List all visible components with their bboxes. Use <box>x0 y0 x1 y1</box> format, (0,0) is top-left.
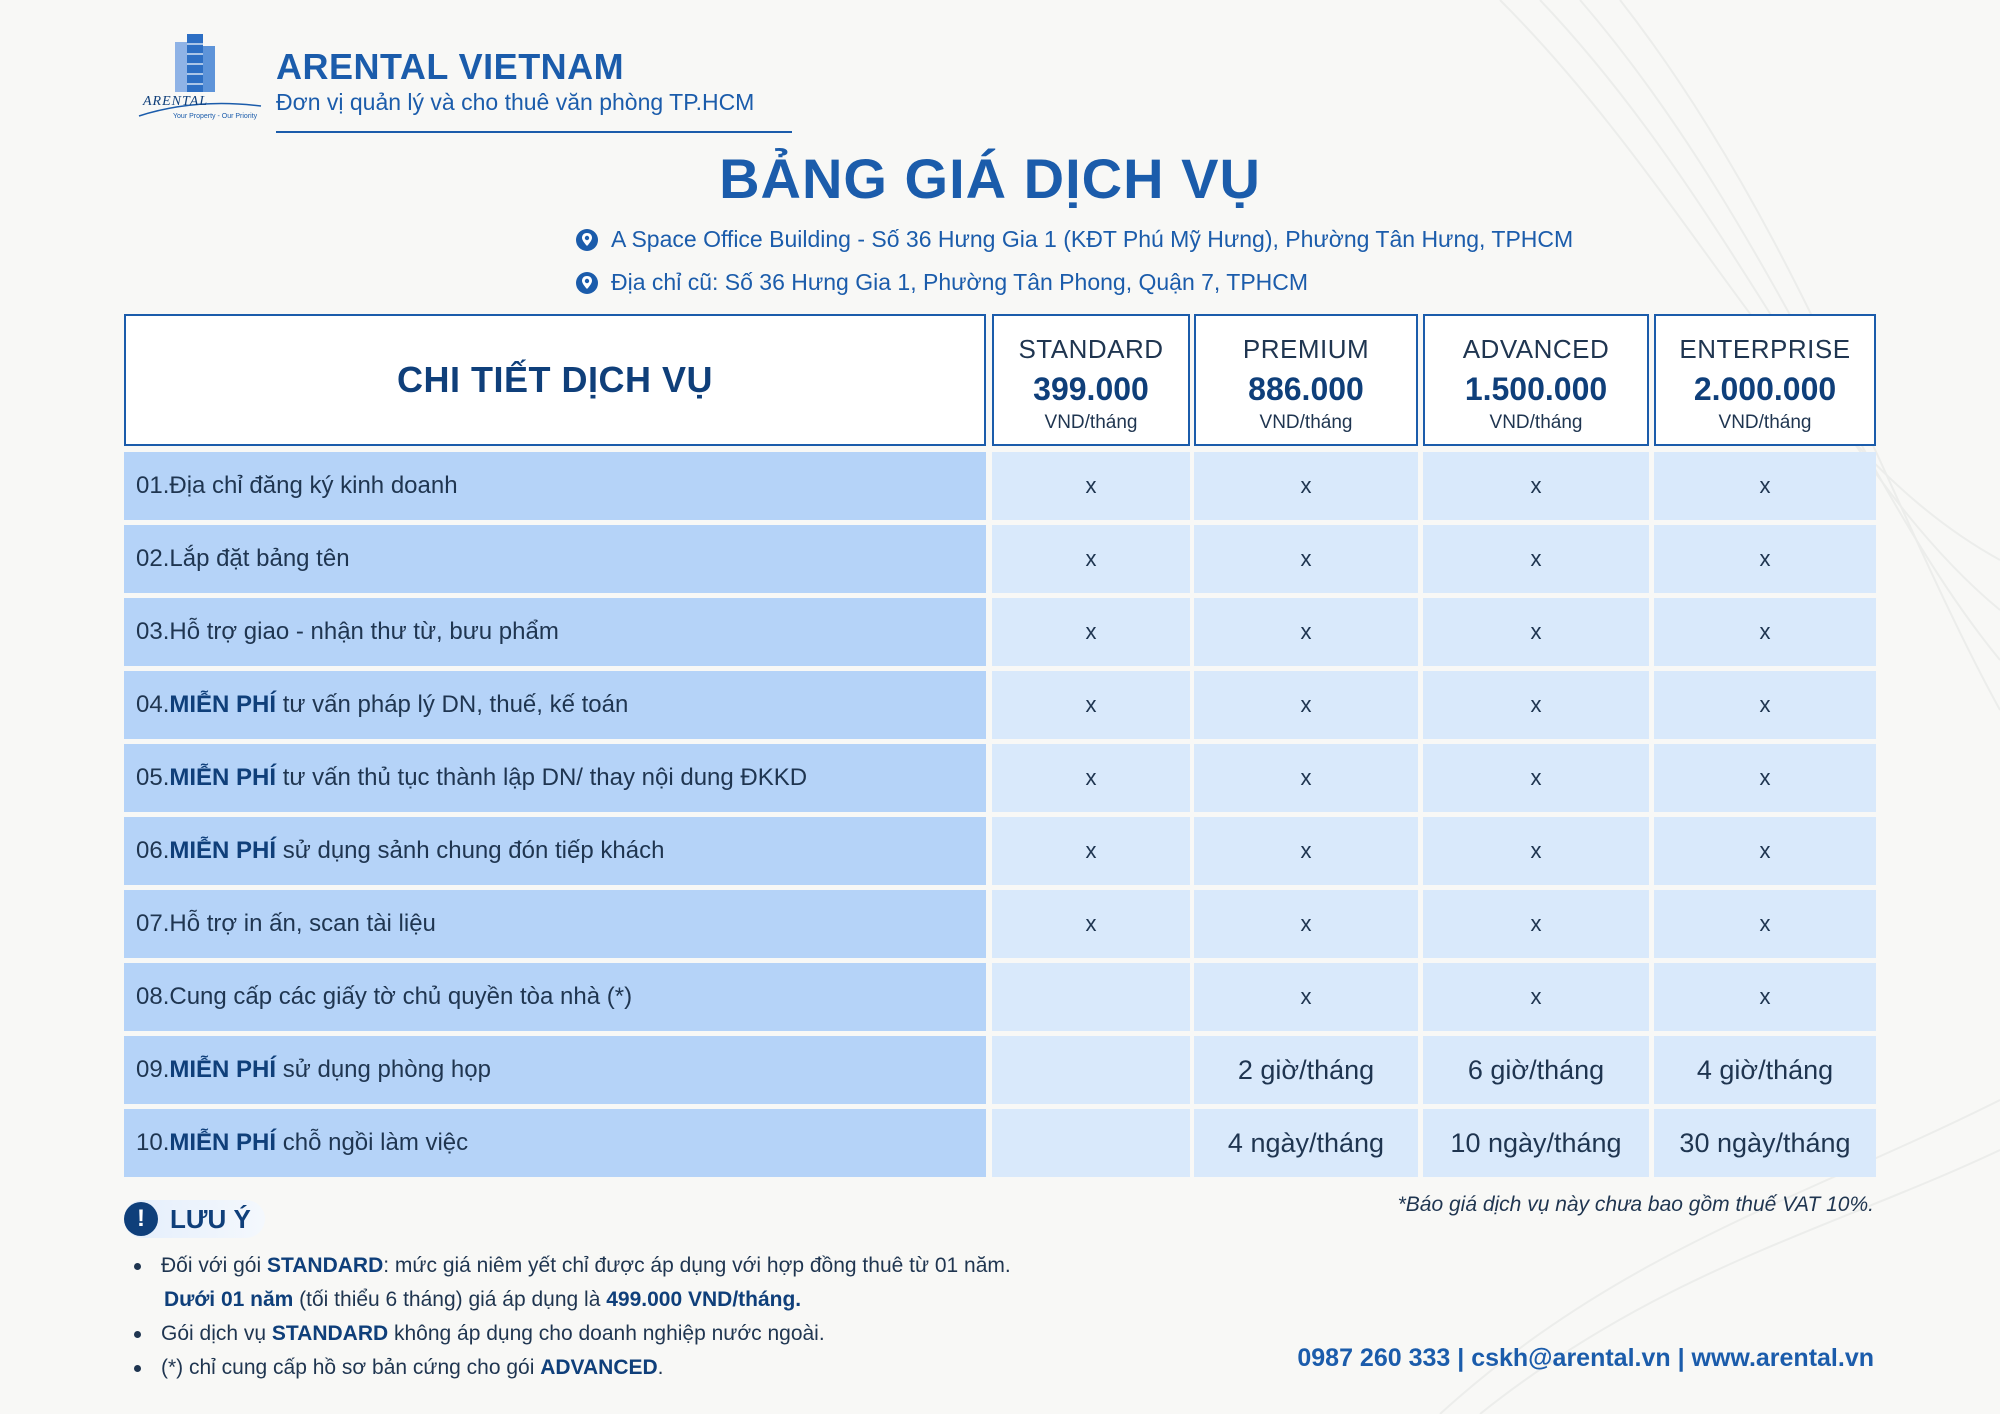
plan-value-cell <box>1654 525 1876 593</box>
service-label: 08. Cung cấp các giấy tờ chủ quyền tòa nhà (*) <box>124 963 986 1031</box>
included-mark: x <box>1085 473 1097 498</box>
plan-value-cell <box>1194 817 1418 885</box>
vat-note: *Báo giá dịch vụ này chưa bao gồm thuế VAT 10%. <box>1397 1193 1874 1216</box>
included-mark: x <box>1530 473 1542 498</box>
plan-value: 4 giờ/tháng <box>1696 1054 1834 1085</box>
included-mark: x <box>1530 911 1542 936</box>
plan-value-cell <box>1423 598 1649 666</box>
plan-value-cell <box>1423 1036 1649 1104</box>
included-mark: x <box>1300 473 1312 498</box>
table-row <box>124 1036 1876 1104</box>
included-mark: x <box>1085 692 1097 717</box>
service-label: 06. MIỄN PHÍ sử dụng sảnh chung đón tiếp khách <box>124 817 986 885</box>
service-label: 09. MIỄN PHÍ sử dụng phòng họp <box>124 1036 986 1104</box>
plan-value-cell <box>1654 598 1876 666</box>
brand-divider <box>276 131 792 133</box>
pricing-table <box>124 314 1876 1180</box>
address-old <box>575 269 1308 296</box>
plan-value-cell <box>1423 525 1649 593</box>
plan-standard <box>992 314 1190 446</box>
plan-price: 1.500.000 <box>1464 371 1608 407</box>
table-row <box>124 1109 1876 1177</box>
included-mark: x <box>1530 546 1542 571</box>
plan-unit: VND/tháng <box>1489 412 1583 433</box>
plan-value-cell <box>1423 452 1649 520</box>
location-pin-icon <box>575 271 599 295</box>
included-mark: x <box>1759 838 1771 863</box>
included-mark: x <box>1530 619 1542 644</box>
plan-value-cell <box>1194 671 1418 739</box>
included-mark: x <box>1759 473 1771 498</box>
plan-value-cell <box>1654 817 1876 885</box>
plan-value-cell <box>992 817 1190 885</box>
plan-value-cell <box>1423 890 1649 958</box>
plan-value: 2 giờ/tháng <box>1237 1054 1375 1085</box>
plan-premium <box>1194 314 1418 446</box>
included-mark: x <box>1759 692 1771 717</box>
included-mark: x <box>1085 765 1097 790</box>
table-row <box>124 598 1876 666</box>
plan-value-cell <box>992 744 1190 812</box>
plan-value-cell <box>992 452 1190 520</box>
plan-value-cell <box>1194 890 1418 958</box>
address-old-text: Địa chỉ cũ: Số 36 Hưng Gia 1, Phường Tân Phong, Quận 7, TPHCM <box>611 269 1309 295</box>
note-heading <box>124 1200 265 1238</box>
service-label: 10. MIỄN PHÍ chỗ ngồi làm việc <box>124 1109 986 1177</box>
plan-price: 886.000 <box>1248 371 1364 407</box>
note-title: LƯU Ý <box>170 1203 251 1234</box>
included-mark: x <box>1530 838 1542 863</box>
note-item: (*) chỉ cung cấp hồ sơ bản cứng cho gói ADVANCED. <box>134 1351 1011 1385</box>
included-mark: x <box>1530 984 1542 1009</box>
brand-name: ARENTAL VIETNAM <box>276 46 625 87</box>
plan-unit: VND/tháng <box>1259 412 1353 433</box>
included-mark: x <box>1085 619 1097 644</box>
table-row <box>124 525 1876 593</box>
plan-value-cell <box>1654 1036 1876 1104</box>
plan-value-cell <box>1194 1109 1418 1177</box>
included-mark: x <box>1300 911 1312 936</box>
included-mark: x <box>1085 911 1097 936</box>
plan-value: 4 ngày/tháng <box>1227 1127 1385 1158</box>
plan-value-cell <box>1194 963 1418 1031</box>
plan-price: 399.000 <box>1033 371 1149 407</box>
table-row <box>124 671 1876 739</box>
plan-value-cell <box>1194 598 1418 666</box>
service-label: 07. Hỗ trợ in ấn, scan tài liệu <box>124 890 986 958</box>
plan-value: 6 giờ/tháng <box>1467 1054 1605 1085</box>
table-row <box>124 963 1876 1031</box>
plan-value-cell <box>992 1036 1190 1104</box>
location-pin-icon <box>575 228 599 252</box>
included-mark: x <box>1759 765 1771 790</box>
plan-value-cell <box>1194 452 1418 520</box>
plan-value-cell <box>1654 671 1876 739</box>
plan-value-cell <box>992 963 1190 1031</box>
plan-name: ADVANCED <box>1462 334 1610 364</box>
plan-value-cell <box>1423 671 1649 739</box>
service-label: 04. MIỄN PHÍ tư vấn pháp lý DN, thuế, kế toán <box>124 671 986 739</box>
plan-value-cell <box>1194 744 1418 812</box>
included-mark: x <box>1085 838 1097 863</box>
plan-value-cell <box>1194 1036 1418 1104</box>
included-mark: x <box>1300 765 1312 790</box>
plan-value-cell <box>1654 1109 1876 1177</box>
plan-price: 2.000.000 <box>1693 371 1837 407</box>
plan-unit: VND/tháng <box>1718 412 1812 433</box>
plan-value-cell <box>1194 525 1418 593</box>
plan-value-cell <box>1654 890 1876 958</box>
plan-unit: VND/tháng <box>1044 412 1138 433</box>
plan-value-cell <box>1423 963 1649 1031</box>
address-current-text: A Space Office Building - Số 36 Hưng Gia 1 (KĐT Phú Mỹ Hưng), Phường Tân Hưng, TPHCM <box>611 226 1574 252</box>
plan-value-cell <box>1654 452 1876 520</box>
plan-name: STANDARD <box>1018 334 1164 364</box>
note-item: Gói dịch vụ STANDARD không áp dụng cho doanh nghiệp nước ngoài. <box>134 1317 1011 1351</box>
included-mark: x <box>1530 692 1542 717</box>
table-row <box>124 452 1876 520</box>
included-mark: x <box>1300 619 1312 644</box>
address-current <box>575 226 1573 253</box>
contact-info: 0987 260 333 | cskh@arental.vn | www.arental.vn <box>1297 1344 1874 1372</box>
plan-advanced <box>1423 314 1649 446</box>
service-label: 05. MIỄN PHÍ tư vấn thủ tục thành lập DN/ thay nội dung ĐKKD <box>124 744 986 812</box>
plan-value-cell <box>992 1109 1190 1177</box>
included-mark: x <box>1300 838 1312 863</box>
included-mark: x <box>1300 984 1312 1009</box>
service-label: 01. Địa chỉ đăng ký kinh doanh <box>124 452 986 520</box>
plan-value-cell <box>1654 744 1876 812</box>
plan-value-cell <box>992 598 1190 666</box>
plan-value-cell <box>992 890 1190 958</box>
note-item: Đối với gói STANDARD: mức giá niêm yết chỉ được áp dụng với hợp đồng thuê từ 01 năm. <box>134 1249 1011 1283</box>
plan-value-cell <box>1423 817 1649 885</box>
included-mark: x <box>1300 546 1312 571</box>
svg-text:Your Property - Our Priority: Your Property - Our Priority <box>173 113 258 120</box>
service-detail-header: CHI TIẾT DỊCH VỤ <box>124 314 986 446</box>
included-mark: x <box>1085 546 1097 571</box>
plan-name: ENTERPRISE <box>1679 334 1851 364</box>
included-mark: x <box>1759 546 1771 571</box>
table-row <box>124 744 1876 812</box>
plan-value-cell <box>1423 744 1649 812</box>
plan-enterprise <box>1654 314 1876 446</box>
included-mark: x <box>1759 619 1771 644</box>
plan-value-cell <box>1423 1109 1649 1177</box>
page-title: BẢNG GIÁ DỊCH VỤ <box>719 147 1261 210</box>
plan-value-cell <box>1654 963 1876 1031</box>
table-row <box>124 890 1876 958</box>
included-mark: x <box>1759 984 1771 1009</box>
table-row <box>124 817 1876 885</box>
svg-text:ARENTAL: ARENTAL <box>143 94 209 109</box>
brand-subtitle: Đơn vị quản lý và cho thuê văn phòng TP.HCM <box>276 89 755 115</box>
included-mark: x <box>1300 692 1312 717</box>
plan-value-cell <box>992 671 1190 739</box>
service-label: 02. Lắp đặt bảng tên <box>124 525 986 593</box>
note-list <box>134 1249 1011 1385</box>
service-label: 03. Hỗ trợ giao - nhận thư từ, bưu phẩm <box>124 598 986 666</box>
included-mark: x <box>1530 765 1542 790</box>
plan-value-cell <box>992 525 1190 593</box>
plan-value: 10 ngày/tháng <box>1450 1127 1622 1158</box>
note-item-continuation: Dưới 01 năm (tối thiểu 6 tháng) giá áp dụng là 499.000 VND/tháng. <box>164 1288 802 1311</box>
plan-value: 30 ngày/tháng <box>1679 1127 1851 1158</box>
included-mark: x <box>1759 911 1771 936</box>
plan-name: PREMIUM <box>1242 334 1370 364</box>
exclamation-icon: ! <box>124 1202 158 1236</box>
arental-logo <box>135 32 265 122</box>
